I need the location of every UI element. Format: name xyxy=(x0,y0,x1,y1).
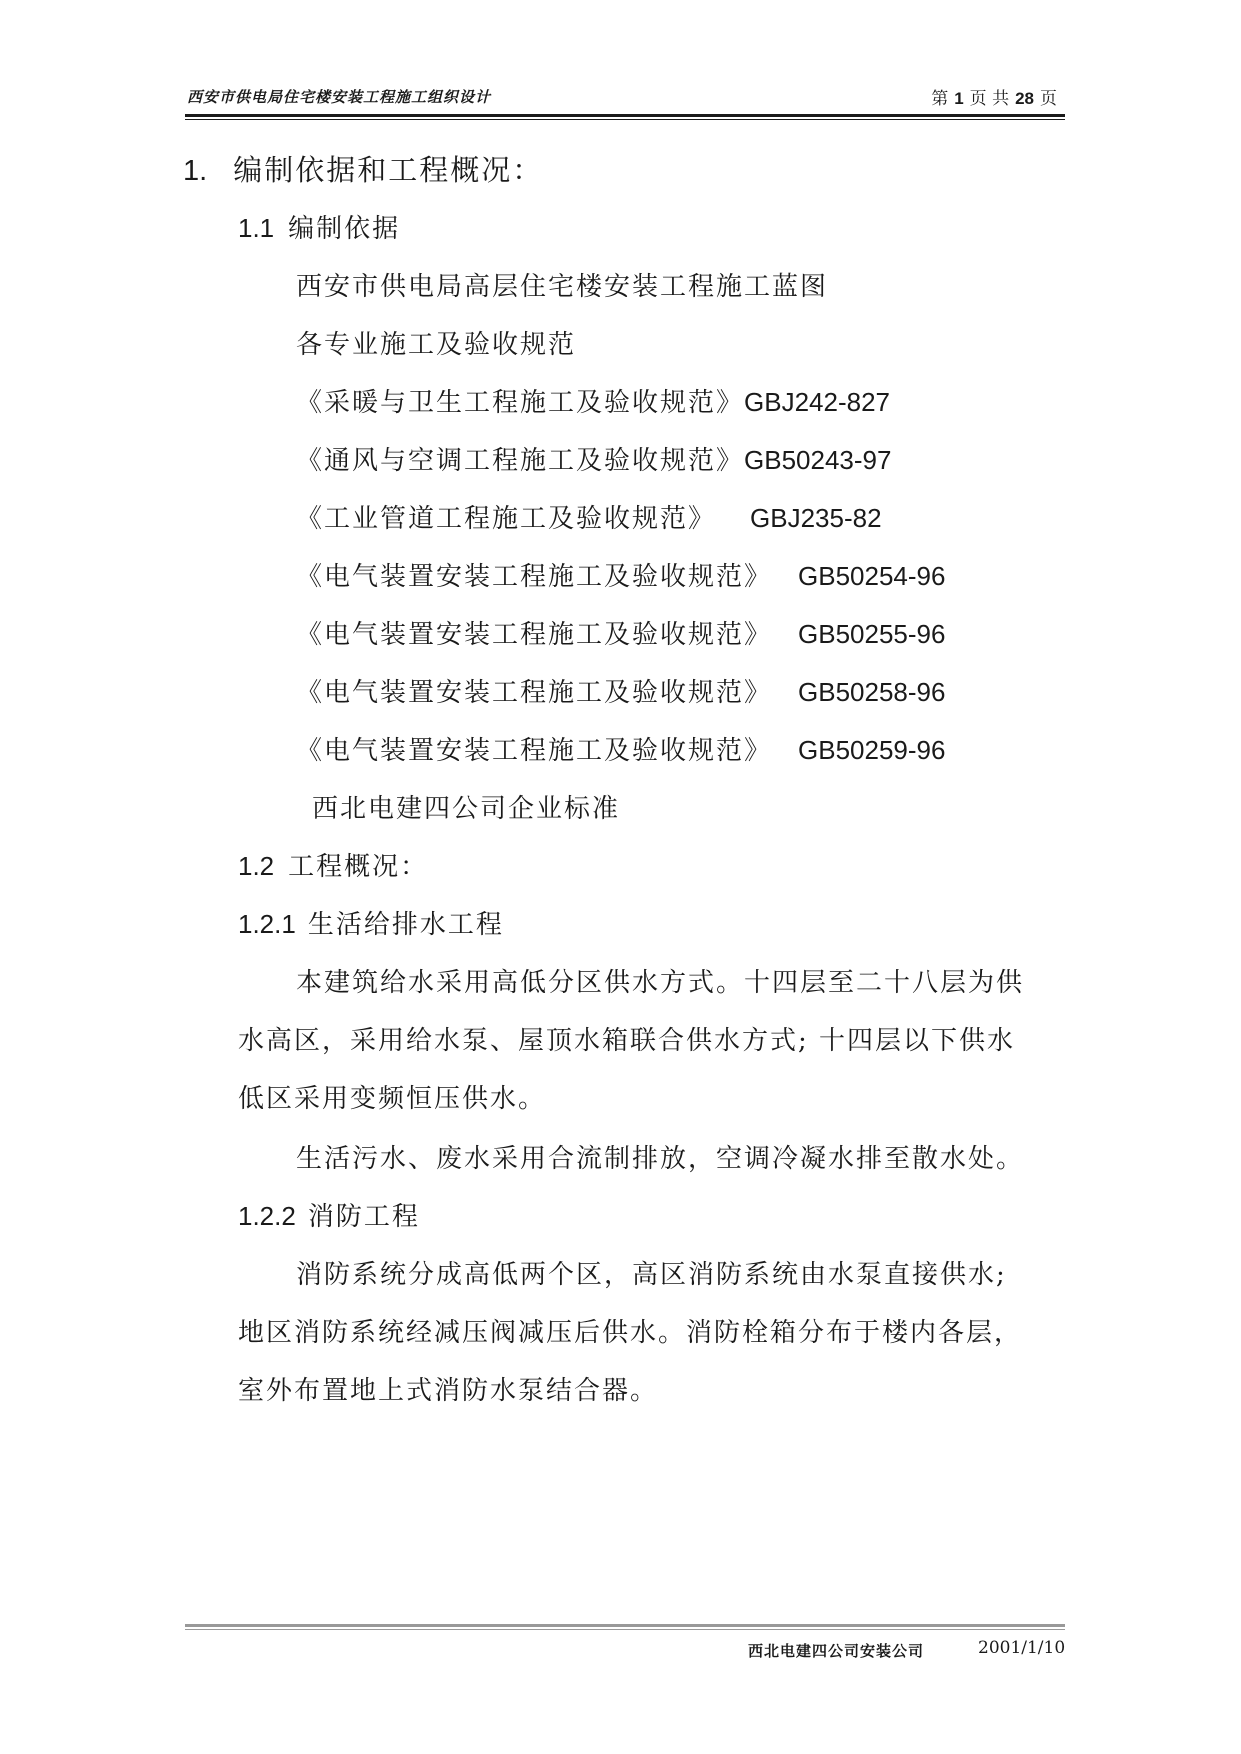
footer-date: 2001/1/10 xyxy=(978,1638,1066,1658)
section-1-2-heading: 1.2 工程概况： xyxy=(238,851,429,882)
page-total: 28 xyxy=(1015,89,1034,108)
document-title: 西安市供电局住宅楼安装工程施工组织设计 xyxy=(187,88,492,106)
fire-protection-paragraph-line: 室外布置地上式消防水泵结合器。 xyxy=(238,1376,659,1406)
page-current: 1 xyxy=(954,89,964,108)
section-1-heading: 1. 编制依据和工程概况： xyxy=(183,153,544,187)
page-header xyxy=(185,86,1065,114)
page-indicator: 第 1 页 共 28 页 xyxy=(931,89,1057,109)
basis-item-specs: 各专业施工及验收规范 xyxy=(296,330,577,360)
basis-item-blueprint: 西安市供电局高层住宅楼安装工程施工蓝图 xyxy=(296,272,829,302)
fire-protection-paragraph-line: 地区消防系统经减压阀减压后供水。消防栓箱分布于楼内各层， xyxy=(238,1318,1023,1348)
section-1-1-heading: 1.1 编制依据 xyxy=(238,213,401,244)
standard-item: 《通风与空调工程施工及验收规范》GB50243-97 xyxy=(296,445,892,476)
standard-item: 《电气装置安装工程施工及验收规范》 GB50255-96 xyxy=(296,619,946,650)
standard-item: 《采暖与卫生工程施工及验收规范》GBJ242-827 xyxy=(296,387,890,418)
standard-item: 《工业管道工程施工及验收规范》 GBJ235-82 xyxy=(296,503,882,534)
water-supply-paragraph-line: 低区采用变频恒压供水。 xyxy=(238,1084,547,1114)
section-1-2-1-heading: 1.2.1 生活给排水工程 xyxy=(238,909,504,940)
footer-company: 西北电建四公司安装公司 xyxy=(748,1642,925,1660)
enterprise-standard: 西北电建四公司企业标准 xyxy=(312,794,621,824)
standard-item: 《电气装置安装工程施工及验收规范》 GB50258-96 xyxy=(296,677,946,708)
section-1-2-2-heading: 1.2.2 消防工程 xyxy=(238,1201,420,1232)
water-supply-paragraph-line: 水高区，采用给水泵、屋顶水箱联合供水方式; 十四层以下供水 xyxy=(238,1026,1016,1056)
header-divider-thin xyxy=(185,119,1065,120)
drainage-paragraph: 生活污水、废水采用合流制排放，空调冷凝水排至散水处。 xyxy=(296,1144,1025,1174)
fire-protection-paragraph-line: 消防系统分成高低两个区，高区消防系统由水泵直接供水; xyxy=(296,1260,1007,1290)
water-supply-paragraph-line: 本建筑给水采用高低分区供水方式。十四层至二十八层为供 xyxy=(296,968,1025,998)
header-divider xyxy=(185,114,1065,117)
standard-item: 《电气装置安装工程施工及验收规范》 GB50254-96 xyxy=(296,561,946,592)
footer-divider xyxy=(185,1624,1065,1627)
footer-divider-thin xyxy=(185,1629,1065,1630)
standard-item: 《电气装置安装工程施工及验收规范》 GB50259-96 xyxy=(296,735,946,766)
